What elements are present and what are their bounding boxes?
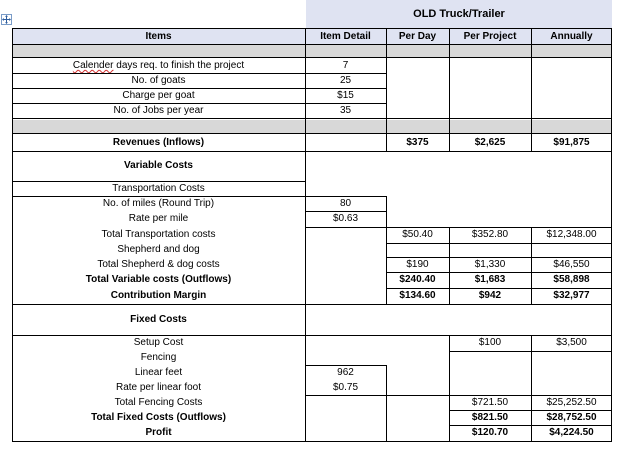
grid-line [449,227,450,304]
total-fixed-label: Total Fixed Costs (Outflows) [91,412,226,423]
fencing-label: Fencing [140,352,177,363]
table-title: OLD Truck/Trailer [413,7,505,20]
grid-line [12,28,612,29]
header-per-project: Per Project [463,30,517,42]
total-shepherd-per-project: $1,330 [474,259,506,270]
grid-line [12,118,612,119]
total-fencing-label: Total Fencing Costs [114,397,203,408]
charge-per-goat-label: Charge per goat [122,90,195,101]
revenues-annually: $91,875 [553,136,590,148]
total-fencing-annually: $25,252.50 [546,397,597,408]
grid-line [386,288,612,289]
grid-line [305,227,612,228]
linear-feet-detail: 962 [337,367,354,378]
linear-feet-label: Linear feet [134,367,183,378]
grid-line [305,365,386,366]
profit-label: Profit [145,427,172,438]
grid-line [12,335,612,336]
rate-per-mile-detail: $0.63 [332,213,359,224]
separator-row [12,45,612,57]
variable-costs-heading: Variable Costs [124,160,193,171]
header-items: Items [145,30,172,42]
total-variable-per-day: $240.40 [399,274,436,285]
grid-line [12,57,612,58]
transportation-costs-label: Transportation Costs [112,183,205,194]
miles-round-trip-label: No. of miles (Round Trip) [102,198,215,209]
grid-line [386,196,387,227]
total-transportation-label: Total Transportation costs [101,229,216,240]
grid-line [386,243,612,244]
jobs-per-year-label: No. of Jobs per year [113,105,204,116]
contribution-margin-per-day: $134.60 [399,290,436,301]
grid-line [386,272,612,273]
grid-line [611,28,612,442]
contribution-margin-per-project: $942 [478,290,502,301]
grid-line [12,133,612,134]
profit-per-project: $120.70 [471,427,509,438]
profit-annually: $4,224.50 [549,427,594,438]
rate-linear-foot-detail: $0.75 [332,382,359,393]
grid-line [12,181,305,182]
grid-line [12,103,386,104]
grid-line [305,395,612,396]
grid-line [386,365,387,396]
grid-line [449,425,612,426]
total-transportation-per-project: $352.80 [471,229,509,240]
calendar-days-detail: 7 [342,60,349,71]
grid-line [531,227,532,304]
revenues-label: Revenues (Inflows) [112,136,205,148]
total-variable-per-project: $1,683 [474,274,506,285]
shepherd-dog-label: Shepherd and dog [117,244,200,255]
grid-line [12,151,612,152]
total-fixed-per-project: $821.50 [471,412,509,423]
charge-per-goat-detail: $15 [337,90,354,101]
num-goats-detail: 25 [339,75,352,86]
contribution-margin-annually: $32,977 [553,290,590,301]
total-fixed-annually: $28,752.50 [546,412,597,423]
revenues-per-project: $2,625 [474,136,506,148]
jobs-per-year-detail: 35 [339,105,352,116]
revenues-per-day: $375 [406,136,429,148]
grid-line [449,410,612,411]
grid-line [12,304,612,305]
total-fencing-per-project: $721.50 [471,397,509,408]
total-variable-annually: $58,898 [553,274,590,285]
miles-round-trip-detail: 80 [339,198,352,209]
calendar-days-label-rest: days req. to finish the project [113,60,245,71]
grid-line [386,227,387,304]
grid-line [449,351,612,352]
grid-line [12,88,386,89]
total-shepherd-per-day: $190 [406,259,429,270]
grid-line [386,257,612,258]
setup-cost-label: Setup Cost [133,337,184,348]
rate-per-mile-label: Rate per mile [128,213,189,224]
calendar-word: Calender [72,60,114,71]
grid-line [305,211,386,212]
grid-line [305,28,306,442]
grid-line [12,196,386,197]
contribution-margin-label: Contribution Margin [110,290,207,301]
total-transportation-per-day: $50.40 [402,229,433,240]
grid-line [386,395,387,442]
header-item-detail: Item Detail [320,30,371,42]
header-annually: Annually [550,30,593,42]
grid-line [12,441,612,442]
grid-line [12,28,13,442]
grid-line [12,44,612,45]
grid-line [12,73,386,74]
total-shepherd-annually: $46,550 [553,259,590,270]
separator-row [12,120,612,133]
rate-linear-foot-label: Rate per linear foot [115,382,202,393]
row-calendar-days-label [12,59,305,73]
total-variable-label: Total Variable costs (Outflows) [85,274,232,285]
total-transportation-annually: $12,348.00 [546,229,597,240]
header-per-day: Per Day [398,30,437,42]
total-shepherd-label: Total Shepherd & dog costs [97,259,220,270]
num-goats-label: No. of goats [131,75,186,86]
setup-cost-annually: $3,500 [556,337,587,348]
setup-cost-per-project: $100 [478,337,502,348]
fixed-costs-heading: Fixed Costs [130,314,187,325]
